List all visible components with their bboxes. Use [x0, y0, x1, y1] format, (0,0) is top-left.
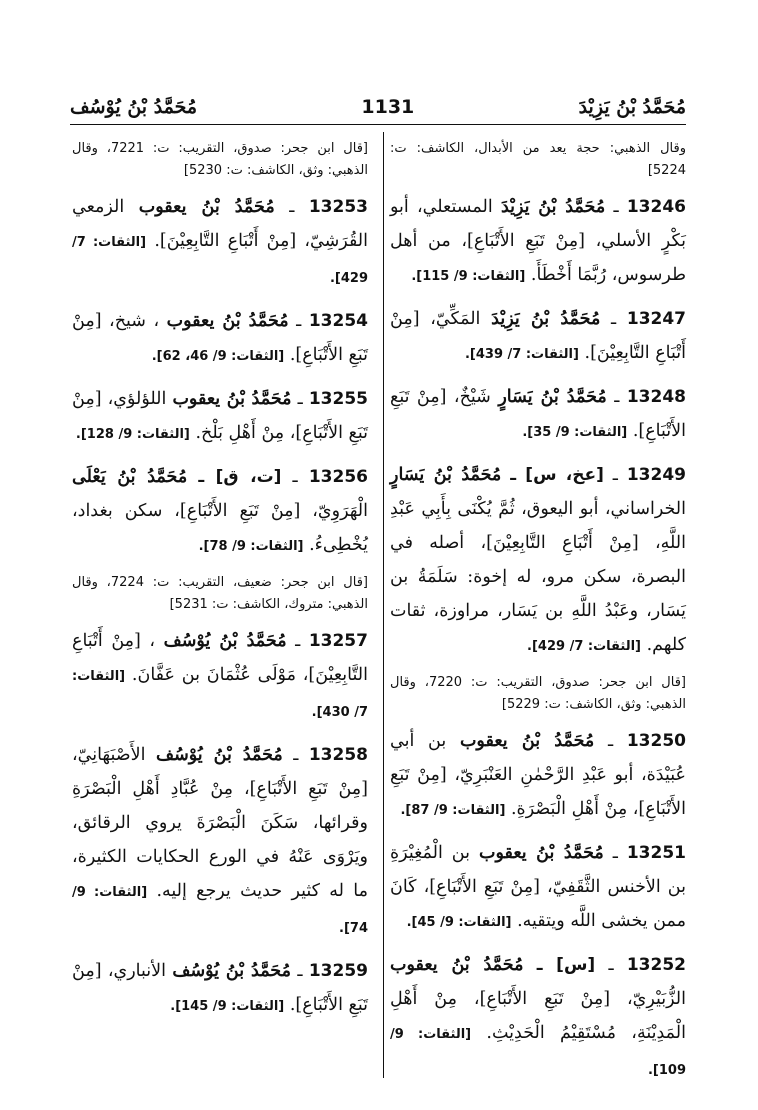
entry-sigla: [س] ـ — [536, 955, 596, 975]
column-divider — [383, 132, 384, 1078]
right-column — [390, 138, 686, 1096]
entry-number: 13254 — [308, 311, 368, 331]
entry-name: مُحَمَّدُ بْنُ يُوْسُف — [163, 631, 287, 651]
entry-number: 13258 — [308, 745, 368, 765]
entry-number: 13253 — [308, 197, 368, 217]
biography-entry: 13257 ـ مُحَمَّدُ بْنُ يُوْسُف ، [مِنْ أَتْبَاعِ التَّابِعِيْنَ]، مَوْلَى عُثْمَانَ بن عَفَّانَ. [الثقات: 7/ 430]. — [72, 631, 368, 720]
entry-name: مُحَمَّدُ بْنُ يَعْلَى — [72, 467, 188, 487]
entry-source: [الثقات: 9/ 115]. — [411, 269, 526, 284]
entry-source: [الثقات: 9/ 109]. — [390, 1027, 686, 1078]
entry-sigla: [عخ، س] ـ — [510, 465, 604, 485]
editor-note: [قال ابن جحر: ضعيف، التقريب: ت: 7224، وقال الذهبي: متروك، الكاشف: ت: 5231] — [72, 575, 368, 612]
entry-body: الخراساني، أبو اليعوق، ثُمَّ يُكْنَى بِأَبِي عَبْدِ اللَّهِ، [مِنْ أَتْبَاعِ التَّابِعِيْنَ]، أصله في البصرة، سكن مرو، له إخوة: سَلَمَةُ بن يَسَار، وعَبْدُ اللَّهِ بن يَسَار، مراوزة، ثقات كلهم. — [390, 499, 686, 655]
entry-body: الأنباري، [مِنْ تَبَعِ الأَتْبَاعِ]. — [72, 961, 368, 1015]
entry-name: مُحَمَّدُ بْنُ يُوْسُف — [155, 745, 283, 765]
entry-source: [الثقات: 9/ 46، 62]. — [151, 349, 285, 364]
biography-entry: 13259 ـ مُحَمَّدُ بْنُ يُوْسُف الأنباري، [مِنْ تَبَعِ الأَتْبَاعِ]. [الثقات: 9/ 145]. — [72, 961, 368, 1015]
entry-number: 13256 — [308, 467, 368, 487]
header-rule — [70, 124, 686, 125]
entry-body: الأَصْبَهَانِيّ، [مِنْ تَبَعِ الأَتْبَاعِ]، مِنْ عُبَّادِ أَهْلِ الْبَصْرَةِ وقرائها، سَكَنَ الْبَصْرَةَ يروي الرقائق، ويَرْوَى عَنْهُ في الورع الحكايات الكثيرة، ما له كثير حديث يرجع إليه. — [72, 745, 368, 901]
biography-entry: 13254 ـ مُحَمَّدُ بْنُ يعقوب ، شيخ، [مِنْ تَبَعِ الأَتْبَاعِ]. [الثقات: 9/ 46، 62]. — [72, 311, 368, 365]
biography-entry: 13252 ـ [س] ـ مُحَمَّدُ بْنُ يعقوب الزُّبَيْرِيّ، [مِنْ تَبَعِ الأَتْبَاعِ]، مِنْ أَهْلِ الْمَدِيْنَةِ، مُسْتَقِيْمُ الْحَدِيْثِ. [الثقات: 9/ 109]. — [390, 955, 686, 1078]
entry-number: 13257 — [308, 631, 368, 651]
entry-source: [الثقات: 9/ 128]. — [75, 427, 190, 442]
entry-number: 13246 — [626, 197, 686, 217]
biography-entry: 13249 ـ [عخ، س] ـ مُحَمَّدُ بْنُ يَسَارٍ الخراساني، أبو اليعوق، ثُمَّ يُكْنَى بِأَبِي عَبْدِ اللَّهِ، [مِنْ أَتْبَاعِ التَّابِعِيْنَ]، أصله في البصرة، سكن مرو، له إخوة: سَلَمَةُ بن يَسَار، وعَبْدُ اللَّهِ بن يَسَار، مراوزة، ثقات كلهم. [الثقات: 7/ 429]. — [390, 465, 686, 655]
entry-number: 13250 — [626, 731, 686, 751]
entry-body: الزمعي القُرَشِيّ، [مِنْ أَتْبَاعِ التَّابِعِيْنَ]. — [72, 197, 368, 251]
entry-source: [الثقات: 9/ 35]. — [522, 425, 628, 440]
entry-name: مُحَمَّدُ بْنُ يعقوب — [478, 843, 604, 863]
entry-source: [الثقات: 7/ 429]. — [527, 639, 642, 654]
entry-body: اللؤلؤي، [مِنْ تَبَعِ الأَتْبَاعِ]، مِنْ أَهْلِ بَلْخ. — [72, 389, 368, 443]
entry-number: 13251 — [626, 843, 686, 863]
entry-source: [الثقات: 9/ 87]. — [400, 803, 506, 818]
entry-body: شَيْخٌ، [مِنْ تَبَعِ الأَتْبَاعِ]. — [390, 387, 686, 441]
left-column — [72, 138, 368, 1032]
entry-name: مُحَمَّدُ بْنُ يَزِيْدَ — [500, 197, 606, 217]
entry-number: 13249 — [626, 465, 686, 485]
entry-source: [الثقات: 7/ 429]. — [72, 235, 368, 286]
page-header — [70, 88, 686, 118]
biography-entry: 13246 ـ مُحَمَّدُ بْنُ يَزِيْدَ المستعلي، أبو بَكْرٍ الأسلي، [مِنْ تَبَعِ الأَتْبَاعِ]، من أهل طرسوس، رُبَّمَا أَخْطَأَ. [الثقات: 9/ 115]. — [390, 197, 686, 285]
biography-entry: 13256 ـ [ت، ق] ـ مُحَمَّدُ بْنُ يَعْلَى الْهَرَوِيّ، [مِنْ تَبَعِ الأَتْبَاعِ]، سكن بغداد، يُخْطِىءُ. [الثقات: 9/ 78]. — [72, 467, 368, 555]
entry-source: [الثقات: 9/ 74]. — [72, 885, 368, 936]
editor-note: [قال ابن جحر: صدوق، التقريب: ت: 7221، وقال الذهبي: وثق، الكاشف: ت: 5230] — [72, 141, 368, 178]
entry-name: مُحَمَّدُ بْنُ يَزِيْدَ — [491, 309, 601, 329]
entry-number: 13248 — [626, 387, 686, 407]
biography-entry: 13258 ـ مُحَمَّدُ بْنُ يُوْسُف الأَصْبَهَانِيّ، [مِنْ تَبَعِ الأَتْبَاعِ]، مِنْ عُبَّادِ أَهْلِ الْبَصْرَةِ وقرائها، سَكَنَ الْبَصْرَةَ يروي الرقائق، ويَرْوَى عَنْهُ في الورع الحكايات الكثيرة، ما له كثير حديث يرجع إليه. [الثقات: 9/ 74]. — [72, 745, 368, 936]
entry-name: مُحَمَّدُ بْنُ يعقوب — [138, 197, 275, 217]
entry-name: مُحَمَّدُ بْنُ يعقوب — [459, 731, 595, 751]
entry-number: 13247 — [626, 309, 687, 329]
entry-number: 13255 — [308, 389, 368, 409]
entry-body: الزُّبَيْرِيّ، [مِنْ تَبَعِ الأَتْبَاعِ]، مِنْ أَهْلِ الْمَدِيْنَةِ، مُسْتَقِيْمُ الْحَدِيْثِ. — [390, 989, 686, 1043]
entry-source: [الثقات: 9/ 145]. — [170, 999, 285, 1014]
entry-name: مُحَمَّدُ بْنُ يَسَارٍ — [390, 465, 502, 485]
entry-source: [الثقات: 7/ 439]. — [464, 347, 579, 362]
editor-note: وقال الذهبي: حجة يعد من الأبدال، الكاشف: ت: 5224] — [390, 141, 686, 178]
entry-sigla: [ت، ق] ـ — [198, 467, 282, 487]
biography-entry: 13251 ـ مُحَمَّدُ بْنُ يعقوب بن الْمُغِيْرَةِ بن الأخنس الثَّقَفِيّ، [مِنْ تَبَعِ الأَتْبَاعِ]، كَانَ ممن يخشى اللَّه ويتقيه. [الثقات: 9/ 45]. — [390, 843, 686, 931]
entry-body: الْهَرَوِيّ، [مِنْ تَبَعِ الأَتْبَاعِ]، سكن بغداد، يُخْطِىءُ. — [72, 501, 368, 555]
biography-entry: 13250 ـ مُحَمَّدُ بْنُ يعقوب بن أبي عُبَيْدَة، أبو عَبْدِ الرَّحْمٰنِ العَنْبَرِيّ، [مِنْ تَبَعِ الأَتْبَاعِ]، مِنْ أَهْلِ الْبَصْرَةِ. [الثقات: 9/ 87]. — [390, 731, 686, 819]
biography-entry: 13248 ـ مُحَمَّدُ بْنُ يَسَارٍ شَيْخٌ، [مِنْ تَبَعِ الأَتْبَاعِ]. [الثقات: 9/ 35]. — [390, 387, 686, 441]
entry-name: مُحَمَّدُ بْنُ يعقوب — [390, 955, 524, 975]
entry-name: مُحَمَّدُ بْنُ يَسَارٍ — [498, 387, 607, 407]
entry-name: مُحَمَّدُ بْنُ يُوْسُف — [172, 961, 291, 981]
page-number: 1131 — [361, 96, 415, 118]
entry-source: [الثقات: 7/ 430]. — [72, 669, 368, 720]
entry-name: مُحَمَّدُ بْنُ يعقوب — [166, 311, 289, 331]
entry-body: ، [مِنْ أَتْبَاعِ التَّابِعِيْنَ]، مَوْلَى عُثْمَانَ بن عَفَّانَ. — [72, 631, 368, 685]
entry-name: مُحَمَّدُ بْنُ يعقوب — [172, 389, 292, 409]
entry-number: 13252 — [626, 955, 686, 975]
biography-entry: 13255 ـ مُحَمَّدُ بْنُ يعقوب اللؤلؤي، [مِنْ تَبَعِ الأَتْبَاعِ]، مِنْ أَهْلِ بَلْخ. [الثقات: 9/ 128]. — [72, 389, 368, 443]
entry-body: ، شيخ، [مِنْ تَبَعِ الأَتْبَاعِ]. — [72, 311, 368, 365]
entry-source: [الثقات: 9/ 78]. — [198, 539, 304, 554]
entry-number: 13259 — [308, 961, 368, 981]
entry-body: المستعلي، أبو بَكْرٍ الأسلي، [مِنْ تَبَعِ الأَتْبَاعِ]، من أهل طرسوس، رُبَّمَا أَخْطَأَ. — [390, 197, 686, 285]
running-head-left: مُحَمَّدُ بْنُ يُوْسُف — [70, 96, 198, 118]
biography-entry: 13247 ـ مُحَمَّدُ بْنُ يَزِيْدَ المَكِّيّ، [مِنْ أَتْبَاعِ التَّابِعِيْنَ]. [الثقات: 7/ 439]. — [390, 309, 687, 363]
biography-entry: 13253 ـ مُحَمَّدُ بْنُ يعقوب الزمعي القُرَشِيّ، [مِنْ أَتْبَاعِ التَّابِعِيْنَ]. [الثقات: 7/ 429]. — [72, 197, 368, 286]
editor-note: [قال ابن جحر: صدوق، التقريب: ت: 7220، وقال الذهبي: وثق، الكاشف: ت: 5229] — [390, 675, 686, 712]
entry-body: المَكِّيّ، [مِنْ أَتْبَاعِ التَّابِعِيْنَ]. — [390, 309, 686, 363]
entry-body: بن الْمُغِيْرَةِ بن الأخنس الثَّقَفِيّ، [مِنْ تَبَعِ الأَتْبَاعِ]، كَانَ ممن يخشى اللَّه ويتقيه. — [390, 843, 686, 931]
entry-body: بن أبي عُبَيْدَة، أبو عَبْدِ الرَّحْمٰنِ العَنْبَرِيّ، [مِنْ تَبَعِ الأَتْبَاعِ]، مِنْ أَهْلِ الْبَصْرَةِ. — [390, 731, 686, 819]
entry-source: [الثقات: 9/ 45]. — [406, 915, 512, 930]
running-head-right: مُحَمَّدُ بْنُ يَزِيْدَ — [578, 96, 686, 118]
